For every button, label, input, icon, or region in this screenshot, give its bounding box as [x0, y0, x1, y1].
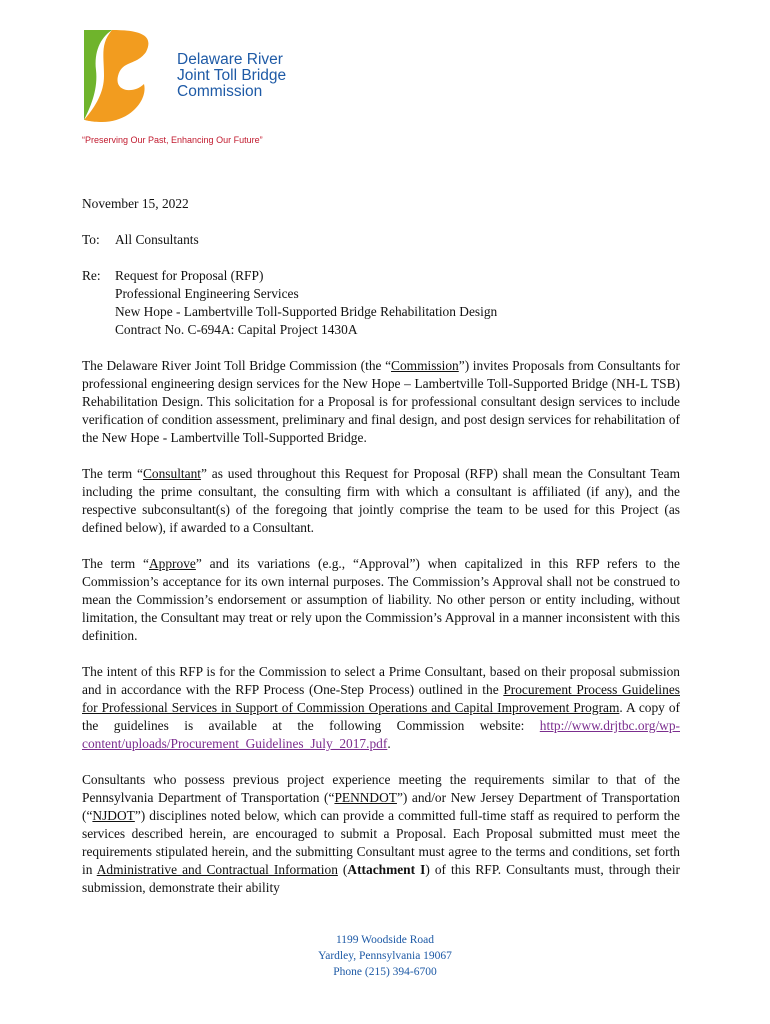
re-label: Re: [82, 268, 101, 283]
paragraph-experience: Consultants who possess previous project experience meeting the requirements similar to that of the Pennsylvania Department of Transportation (“PENNDOT”) and/or New Jersey Department of Transportation (“NJDOT”) disciplines noted below, which can provide a committed full-time staff as required to perform the services described herein, are encouraged to submit a Proposal. Each Proposal submitted must meet the requirements stipulated herein, and the submitting Consultant must agree to the terms and conditions, set forth in Administrative and Contractual Information (Attachment I) of this RFP. Consultants must, through their submission, demonstrate their ability [82, 772, 680, 895]
footer-street: 1199 Woodside Road [335, 934, 435, 946]
to-label: To: [82, 232, 100, 247]
re-line-3: New Hope - Lambertville Toll-Supported Bridge Rehabilitation Design [115, 304, 498, 319]
commission-logo-icon [82, 30, 178, 122]
to-value: All Consultants [115, 232, 199, 247]
paragraph-approve: The term “Approve” and its variations (e.g., “Approval”) when capitalized in this RFP refers to the Commission’s acceptance for its own internal purposes. The Commission’s Approval shall not be construed to mean the Commission’s endorsement or assumption of liability. No other person or entity including, without limitation, the Consultant may treat or rely upon the Commission’s Approval in a manner inconsistent with this definition. [82, 556, 680, 643]
footer-address [0, 932, 770, 980]
org-name-line-1: Delaware River [177, 51, 283, 68]
org-name-line-2: Joint Toll Bridge [177, 67, 287, 84]
re-block [82, 267, 680, 339]
re-lines [115, 267, 680, 339]
organization-name [177, 52, 286, 100]
term-approve: Approve [149, 556, 196, 571]
paragraph-consultant: The term “Consultant” as used throughout this Request for Proposal (RFP) shall mean the Consultant Team including the prime consultant, the consulting firm with which a consultant is affiliated (if any), and the respective subconsultant(s) of the foregoing that jointly comprise the team to be used for this Project (as defined below), if awarded to a Consultant. [82, 466, 681, 535]
re-line-1: Request for Proposal (RFP) [115, 268, 264, 283]
term-commission: Commission [391, 358, 459, 373]
term-penndot: PENNDOT [334, 790, 397, 805]
paragraph-intent: The intent of this RFP is for the Commission to select a Prime Consultant, based on their proposal submission and in accordance with the RFP Process (One-Step Process) outlined in the Procurement Process Guidelines for Professional Services in Support of Commission Operations and Capital Improvement Program. A copy of the guidelines is available at the following Commission website: http://www.drjtbc.org/wp-content/uploads/Procurement_Guidelines_July_2017.pdf. [82, 664, 680, 751]
re-line-4: Contract No. C-694A: Capital Project 1430A [115, 322, 358, 337]
term-consultant: Consultant [142, 466, 202, 481]
guidelines-link[interactable]: http://www.drjtbc.org/wp-content/uploads/Procurement_Guidelines_July_2017.pdf [82, 718, 680, 751]
footer-phone: Phone (215) 394-6700 [333, 966, 437, 978]
org-name-line-3: Commission [177, 83, 263, 100]
tagline: “Preserving Our Past, Enhancing Our Future” [82, 135, 263, 145]
procurement-guidelines-title: Procurement Process Guidelines for Professional Services in Support of Commission Operations and Capital Improvement Program [82, 682, 680, 715]
re-line-2: Professional Engineering Services [115, 286, 299, 301]
admin-contractual-info: Administrative and Contractual Information [96, 862, 338, 877]
letter-body [82, 195, 680, 915]
footer-city: Yardley, Pennsylvania 19067 [318, 950, 452, 962]
attachment-reference: Attachment I [347, 862, 426, 877]
paragraph-commission: The Delaware River Joint Toll Bridge Commission (the “Commission”) invites Proposals from Consultants for professional engineering design services for the New Hope – Lambertville Toll-Supported Bridge (NH-L TSB) Rehabilitation Design. This solicitation for a Proposal is for professional consultant design services to include verification of condition assessment, preliminary and final design, and post design services for rehabilitation of the New Hope - Lambertville Toll-Supported Bridge. [82, 358, 680, 445]
letter-date: November 15, 2022 [82, 196, 189, 211]
to-line [82, 231, 680, 249]
term-njdot: NJDOT [92, 808, 135, 823]
